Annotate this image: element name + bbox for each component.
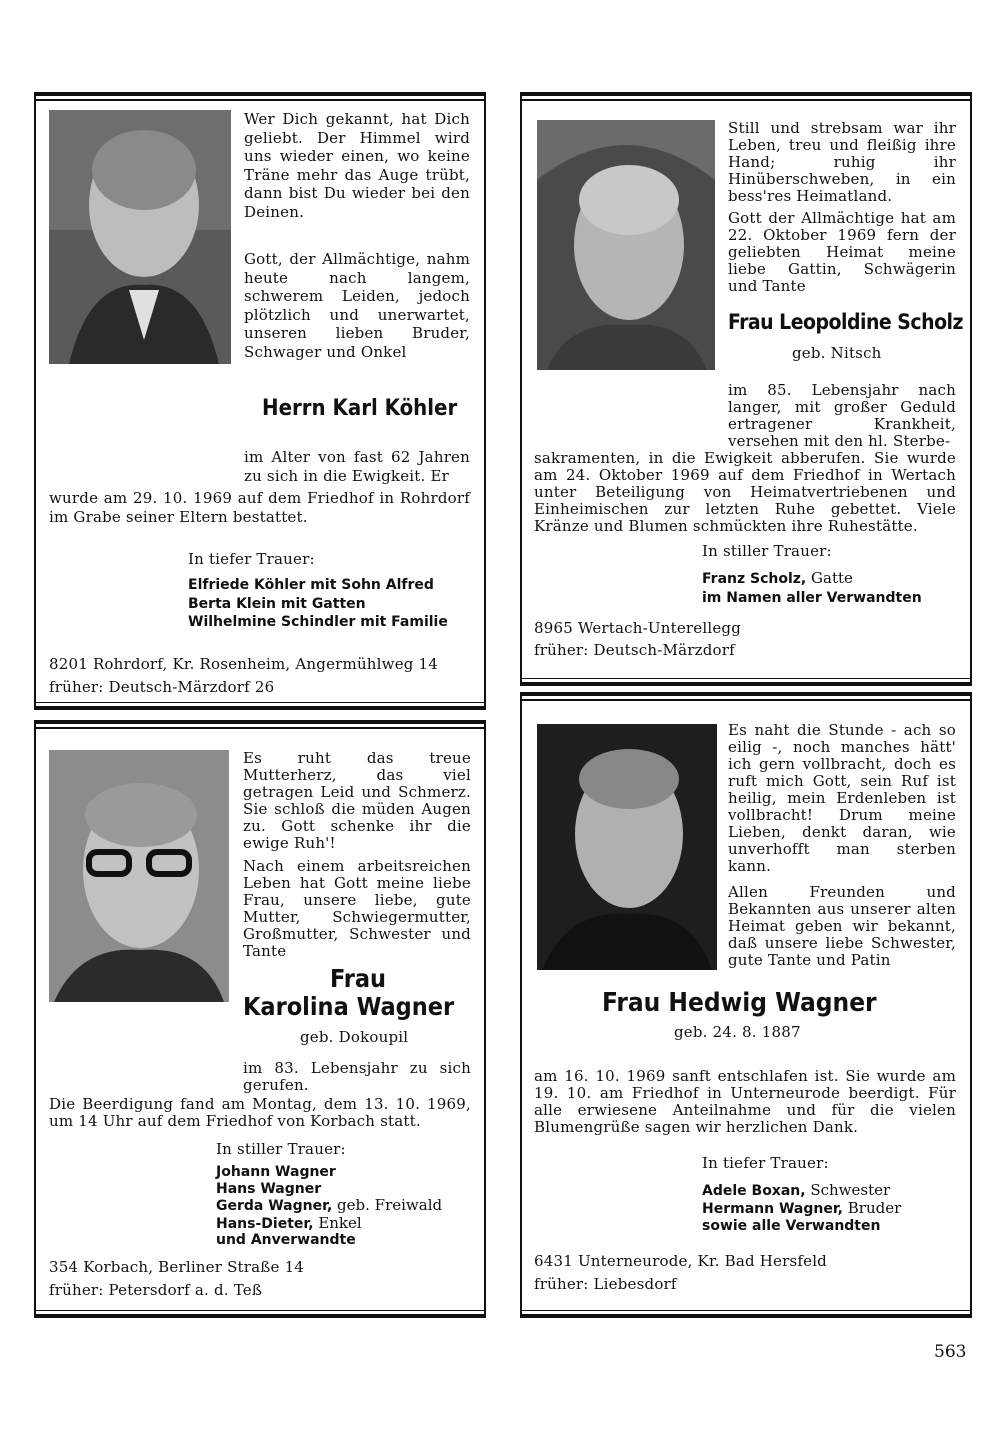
mourner-5: und Anverwandte: [216, 1232, 356, 1248]
intro-text: Gott der Allmächtige hat am 22. Oktober 1969 fern der geliebten Heimat meine liebe Gattin, Schwägerin und Tante: [728, 209, 956, 295]
deceased-title: Frau: [330, 964, 387, 993]
border-left: [520, 692, 522, 1318]
portrait-photo: [537, 120, 715, 370]
page-number: 563: [934, 1342, 967, 1362]
death-text: am 16. 10. 1969 sanft entschlafen ist. Sie wurde am 19. 10. am Friedhof in Unterneurode beerdigt. Für alle erwiesene Anteilnahme und für die vielen Blumengrüße sagen wir herzlichen Dank.: [534, 1067, 956, 1136]
maiden-name: geb. Dokoupil: [300, 1028, 409, 1046]
border-left: [34, 92, 36, 710]
mourner-2: Hans Wagner: [216, 1180, 322, 1197]
border-left: [520, 92, 522, 686]
border-bottom-inner: [34, 702, 486, 704]
verse-text: Es ruht das treue Mutterherz, das viel getragen Leid und Schmerz. Sie schloß die müden Augen zu. Gott schenke ihr die ewige Ruh'!: [243, 749, 471, 852]
grief-heading: In stiller Trauer:: [702, 542, 832, 560]
deceased-name: Frau Hedwig Wagner: [602, 988, 877, 1018]
mourner-1: Johann Wagner: [216, 1164, 336, 1180]
mourner-1-name: Adele Boxan,: [702, 1183, 806, 1199]
mourner-3: sowie alle Verwandten: [702, 1218, 881, 1234]
mourner-1-relation: Gatte: [806, 569, 853, 587]
border-bottom-inner: [34, 1310, 486, 1312]
maiden-name: geb. Nitsch: [792, 344, 882, 362]
address-line: 6431 Unterneurode, Kr. Bad Hersfeld: [534, 1252, 827, 1270]
mourner-2-name: Hermann Wagner,: [702, 1201, 843, 1217]
border-bottom: [34, 1314, 486, 1318]
grief-heading: In stiller Trauer:: [216, 1140, 346, 1158]
mourner-2: [702, 1200, 901, 1218]
mourner-3: [216, 1197, 442, 1215]
obituary-karl-koehler: [34, 92, 486, 710]
border-bottom: [34, 706, 486, 710]
border-bottom-inner: [520, 1310, 972, 1312]
address-line: 8965 Wertach-Unterellegg: [534, 619, 742, 637]
mourner-2: Berta Klein mit Gatten: [188, 595, 366, 612]
obituary-karolina-wagner: [34, 720, 486, 1318]
border-top: [34, 720, 486, 724]
burial-text: wurde am 29. 10. 1969 auf dem Friedhof in Rohrdorf im Grabe seiner Eltern bestattet.: [49, 489, 470, 526]
portrait-photo: [537, 724, 717, 970]
grief-heading: In tiefer Trauer:: [188, 550, 315, 568]
border-top: [520, 92, 972, 96]
mourner-1-name: Franz Scholz,: [702, 571, 807, 587]
portrait-photo: [49, 110, 231, 364]
border-bottom-inner: [520, 678, 972, 680]
address-line: 354 Korbach, Berliner Straße 14: [49, 1258, 305, 1276]
mourner-list: [702, 1182, 901, 1235]
mourner-4-relation: Enkel: [313, 1213, 362, 1232]
age-text: im 83. Lebensjahr zu sich gerufen.: [243, 1059, 471, 1094]
verse-text: Still und strebsam war ihr Leben, treu und fleißig ihre Hand; ruhig ihr Hinüberschweben, in ein bess'res Heimatland.: [728, 119, 956, 205]
mourner-list: [216, 1164, 442, 1249]
mourner-1: [702, 1182, 901, 1200]
mourner-3-name: Gerda Wagner,: [216, 1198, 333, 1214]
deceased-name: Frau Leopoldine Scholz: [728, 310, 964, 334]
intro-text: Allen Freunden und Bekannten aus unserer alten Heimat geben wir bekannt, daß unsere liebe Schwester, gute Tante und Patin: [728, 883, 956, 969]
border-bottom: [520, 682, 972, 686]
border-top-inner: [520, 699, 972, 701]
border-top-inner: [34, 727, 486, 729]
border-right: [484, 720, 486, 1318]
mourner-3-detail: geb. Freiwald: [332, 1196, 443, 1214]
mourner-4: [216, 1215, 442, 1233]
mourner-2: im Namen aller Verwandten: [702, 589, 922, 606]
age-text: im Alter von fast 62 Jahren zu sich in die Ewigkeit. Er: [244, 448, 470, 485]
portrait-photo: [49, 750, 229, 1002]
age-text: im 85. Lebensjahr nach langer, mit großer Geduld ertragener Krankheit, versehen mit den hl. Sterbe-: [728, 381, 956, 450]
former-address-line: früher: Deutsch-Märzdorf: [534, 641, 735, 659]
border-right: [970, 692, 972, 1318]
obituary-leopoldine-scholz: [520, 92, 972, 686]
border-right: [970, 92, 972, 686]
former-address-line: früher: Petersdorf a. d. Teß: [49, 1281, 263, 1299]
former-address-line: früher: Liebesdorf: [534, 1275, 677, 1293]
border-left: [34, 720, 36, 1318]
mourner-1: [702, 569, 922, 589]
intro-text: Nach einem arbeitsreichen Leben hat Gott meine liebe Frau, unsere liebe, gute Mutter, Schwiegermutter, Großmutter, Schwester und Tante: [243, 857, 471, 960]
mourner-list: [188, 576, 448, 632]
mourner-1-relation: Schwester: [805, 1181, 891, 1199]
funeral-text: Die Beerdigung fand am Montag, dem 13. 10. 1969, um 14 Uhr auf dem Friedhof von Korbach statt.: [49, 1095, 471, 1130]
deceased-name: Karolina Wagner: [243, 992, 455, 1021]
intro-text: Gott, der Allmächtige, nahm heute nach langem, schwerem Leiden, jedoch plötzlich und unerwartet, unseren lieben Bruder, Schwager und Onkel: [244, 250, 470, 361]
mourner-4-name: Hans-Dieter,: [216, 1215, 314, 1232]
border-top: [520, 692, 972, 696]
obituary-hedwig-wagner: [520, 692, 972, 1318]
grief-heading: In tiefer Trauer:: [702, 1154, 829, 1172]
burial-text: sakramenten, in die Ewigkeit abberufen. Sie wurde am 24. Oktober 1969 auf dem Friedhof in Wertach unter Beteiligung von Heimatvertriebenen und Einheimischen zur letzten Ruhe gebettet. Viele Kränze und Blumen schmückten ihre Ruhestätte.: [534, 449, 956, 535]
birth-date: geb. 24. 8. 1887: [674, 1023, 801, 1041]
deceased-name: Herrn Karl Köhler: [262, 396, 458, 421]
border-bottom: [520, 1314, 972, 1318]
mourner-1: Elfriede Köhler mit Sohn Alfred: [188, 577, 434, 593]
mourner-2-relation: Bruder: [843, 1199, 902, 1217]
border-top-inner: [520, 99, 972, 101]
former-address-line: früher: Deutsch-Märzdorf 26: [49, 678, 275, 696]
verse-text: Wer Dich gekannt, hat Dich geliebt. Der Himmel wird uns wieder einen, wo keine Träne mehr das Auge trübt, dann bist Du wieder bei den Deinen.: [244, 110, 470, 221]
border-top-inner: [34, 99, 486, 101]
mourner-list: [702, 569, 922, 607]
address-line: 8201 Rohrdorf, Kr. Rosenheim, Angermühlweg 14: [49, 655, 439, 673]
border-top: [34, 92, 486, 96]
verse-text: Es naht die Stunde - ach so eilig -, noch manches hätt' ich gern vollbracht, doch es ruft mich Gott, sein Ruf ist heilig, mein Erdenleben ist vollbracht! Drum meine Lieben, denkt daran, wie unverhofft man sterben kann.: [728, 721, 956, 875]
border-right: [484, 92, 486, 710]
mourner-3: Wilhelmine Schindler mit Familie: [188, 614, 448, 630]
